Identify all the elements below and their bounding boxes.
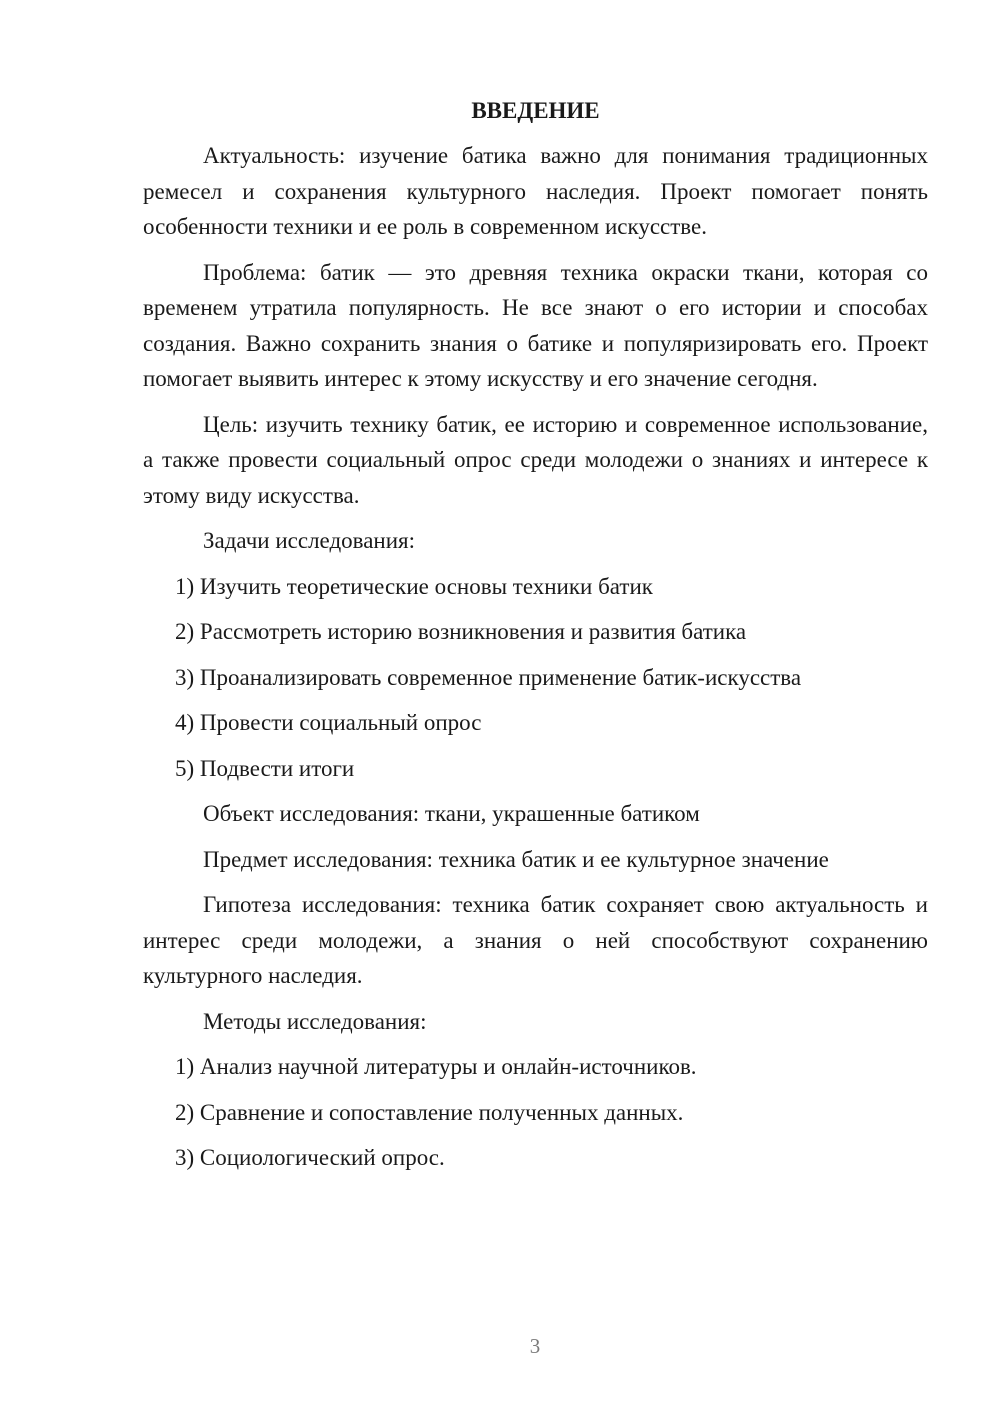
goal-paragraph: Цель: изучить технику батик, ее историю и современное использование, а также провести социальный опрос среди молодежи о знаниях и интересе к этому виду искусства.: [143, 411, 928, 508]
list-item: 2) Рассмотреть историю возникновения и развития батика: [175, 619, 747, 644]
list-item: 1) Изучить теоретические основы техники батик: [175, 573, 653, 599]
list-item: 4) Провести социальный опрос: [175, 710, 482, 735]
relevance-paragraph: Актуальность: изучение батика важно для понимания традиционных ремесел и сохранения культурного наследия. Проект помогает понять особенности техники и ее роль в современном искусстве.: [143, 143, 928, 239]
object-line: Объект исследования: ткани, украшенные батиком: [203, 801, 700, 826]
list-item: 3) Социологический опрос.: [175, 1145, 445, 1170]
page-number: 3: [529, 1334, 541, 1358]
list-item: 1) Анализ научной литературы и онлайн-источников.: [175, 1054, 697, 1079]
hypothesis-paragraph: Гипотеза исследования: техника батик сохраняет свою актуальность и интерес среди молодежи, а знания о ней способствуют сохранению культурного наследия.: [143, 892, 928, 988]
methods-title: Методы исследования:: [203, 1008, 427, 1034]
tasks-title: Задачи исследования:: [203, 528, 416, 553]
tasks-list: [143, 569, 928, 787]
page-content: [143, 94, 928, 1186]
list-item: 2) Сравнение и сопоставление полученных данных.: [175, 1099, 684, 1125]
methods-list: [143, 1049, 928, 1176]
problem-paragraph: Проблема: батик — это древняя техника окраски ткани, которая со временем утратила популярность. Не все знают о его истории и способах создания. Важно сохранить знания о батике и популяризировать его. Проект помогает выявить интерес к этому искусству и его значение сегодня.: [143, 259, 928, 391]
list-item: 5) Подвести итоги: [175, 755, 355, 781]
list-item: 3) Проанализировать современное применение батик-искусства: [175, 664, 802, 690]
section-heading: ВВЕДЕНИЕ: [471, 98, 600, 123]
subject-line: Предмет исследования: техника батик и ее культурное значение: [203, 846, 829, 872]
